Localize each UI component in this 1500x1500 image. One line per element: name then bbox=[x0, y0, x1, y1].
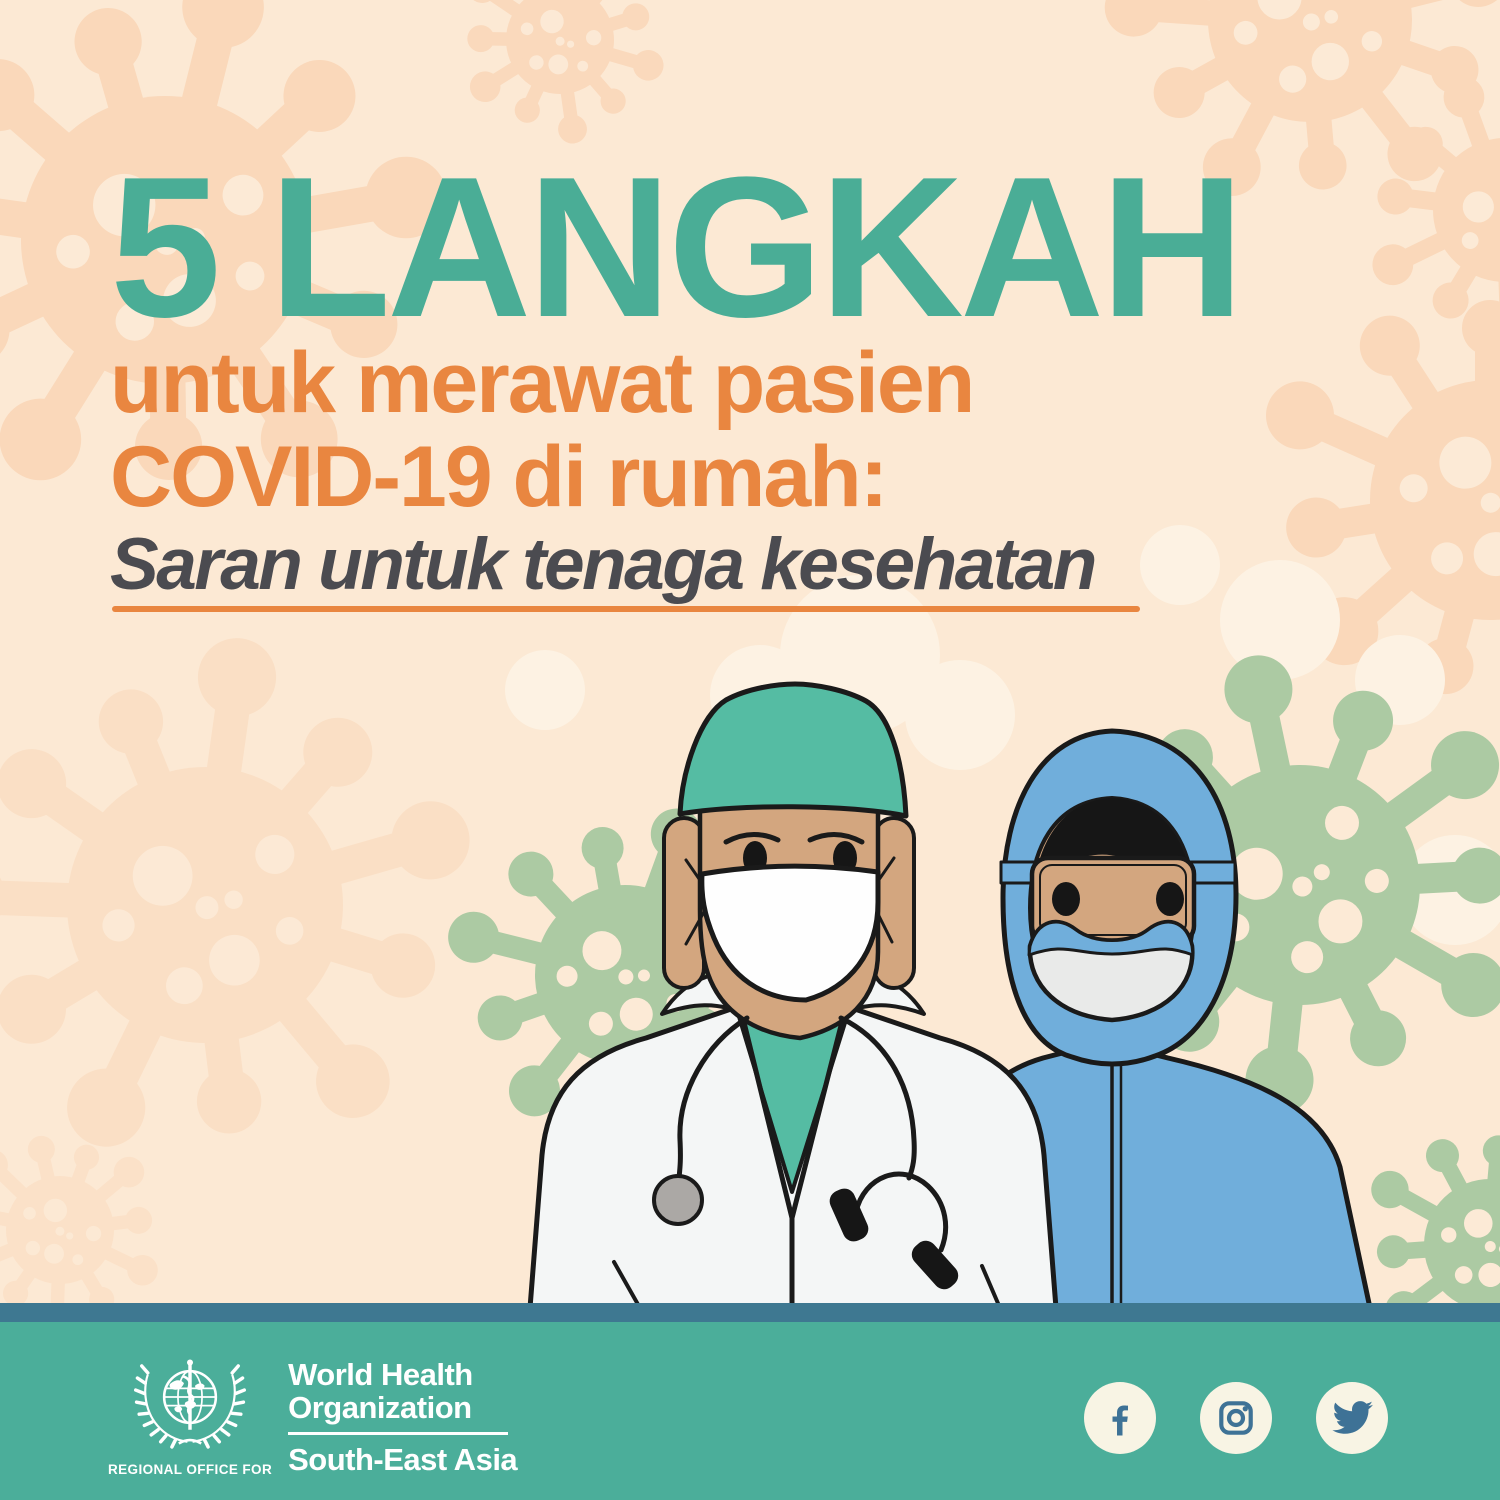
poster-tagline: Saran untuk tenaga kesehatan bbox=[110, 524, 1095, 605]
who-emblem-icon bbox=[134, 1349, 246, 1457]
instagram-icon bbox=[1215, 1397, 1257, 1439]
facebook-icon bbox=[1100, 1398, 1140, 1438]
poster-subtitle-line1: untuk merawat pasien bbox=[110, 335, 974, 431]
who-logo bbox=[108, 1348, 517, 1478]
twitter-icon bbox=[1330, 1396, 1374, 1440]
footer-accent-strip bbox=[0, 1303, 1500, 1322]
instagram-button[interactable] bbox=[1200, 1382, 1272, 1454]
divider-rule bbox=[112, 606, 1140, 612]
who-name-line2: Organization bbox=[288, 1390, 472, 1426]
who-name-line1: World Health bbox=[288, 1357, 473, 1393]
who-region-prefix: REGIONAL OFFICE FOR bbox=[108, 1462, 273, 1477]
poster-subtitle-line2: COVID-19 di rumah: bbox=[110, 429, 887, 525]
who-logo-divider bbox=[288, 1432, 508, 1435]
facebook-button[interactable] bbox=[1084, 1382, 1156, 1454]
footer-bar bbox=[0, 1322, 1500, 1500]
twitter-button[interactable] bbox=[1316, 1382, 1388, 1454]
social-links bbox=[1084, 1382, 1388, 1454]
poster-title: 5 LANGKAH bbox=[110, 136, 1241, 359]
who-region: South-East Asia bbox=[288, 1441, 518, 1477]
